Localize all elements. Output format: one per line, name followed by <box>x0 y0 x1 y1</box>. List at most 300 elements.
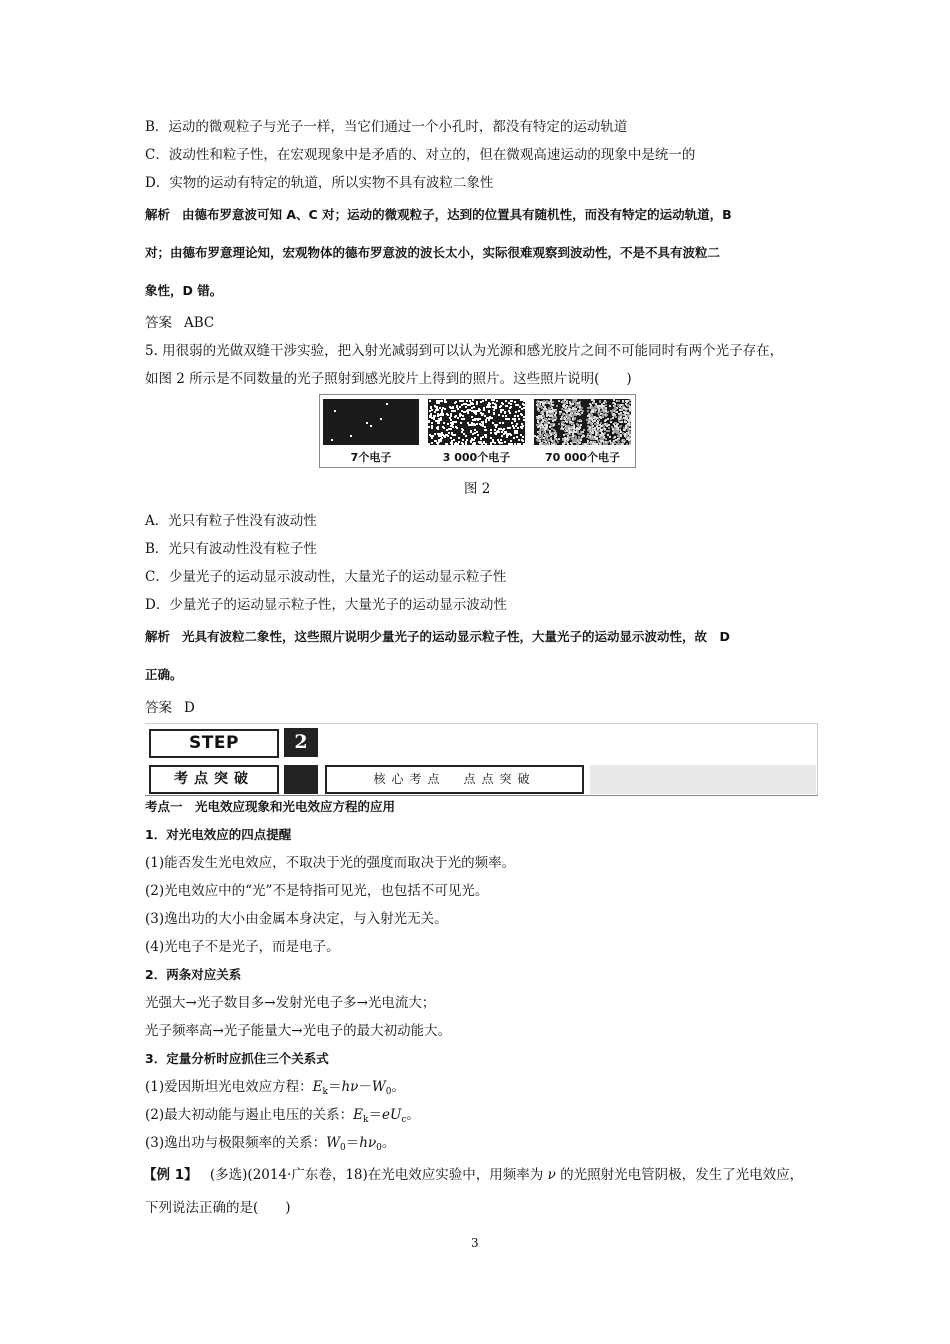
point-3-title: 3．定量分析时应抓住三个关系式 <box>145 1051 329 1066</box>
photo-speckle <box>502 415 504 417</box>
photo-speckle <box>578 410 580 412</box>
photo-speckle <box>518 410 520 412</box>
photo-speckle <box>523 407 525 409</box>
photo-speckle <box>479 442 481 444</box>
photo-panel-7 <box>323 399 419 445</box>
photo-speckle <box>514 415 516 417</box>
photo-speckle <box>514 420 516 422</box>
photo-speckle <box>448 428 450 430</box>
photo-speckle <box>556 405 558 407</box>
q5-analysis-line-1: 解析 光具有波粒二象性，这些照片说明少量光子的运动显示粒子性，大量光子的运动显示波动性，故 D <box>145 629 730 644</box>
photo-speckle <box>544 424 546 426</box>
photo-speckle <box>464 411 466 413</box>
photo-speckle <box>510 440 512 442</box>
photo-speckle <box>598 414 600 416</box>
photo-speckle <box>565 414 567 416</box>
photo-speckle <box>429 400 431 402</box>
photo-speckle <box>618 418 620 420</box>
photo-speckle <box>437 422 439 424</box>
photo-speckle <box>451 441 453 443</box>
photo-speckle <box>434 440 436 442</box>
photo-speckle <box>542 404 544 406</box>
photo-speckle <box>574 406 576 408</box>
photo-speckle <box>582 431 584 433</box>
photo-speckle <box>331 439 333 441</box>
photo-speckle <box>447 414 449 416</box>
photo-speckle <box>501 435 503 437</box>
photo-speckle <box>541 435 543 437</box>
photo-speckle <box>577 406 579 408</box>
photo-speckle <box>515 411 517 413</box>
photo-speckle <box>562 400 564 402</box>
photo-speckle <box>480 438 482 440</box>
photo-speckle <box>500 439 502 441</box>
photo-speckle <box>505 400 507 402</box>
photo-speckle <box>579 419 581 421</box>
photo-speckle <box>473 439 475 441</box>
equation-1: (1)爱因斯坦光电效应方程：$E_k=h\nu-W_0$。 <box>145 1079 405 1097</box>
photo-speckle <box>561 425 563 427</box>
photo-speckle <box>625 410 627 412</box>
photo-speckle <box>611 412 613 414</box>
photo-speckle <box>434 405 436 407</box>
photo-speckle <box>492 402 494 404</box>
photo-speckle <box>474 443 476 445</box>
photo-speckle <box>537 426 539 428</box>
photo-speckle <box>450 419 452 421</box>
photo-speckle <box>437 428 439 430</box>
photo-speckle <box>514 443 516 445</box>
section-title-box: 考点突破 <box>149 765 279 794</box>
photo-speckle <box>625 400 627 402</box>
photo-speckle <box>477 434 479 436</box>
photo-speckle <box>620 416 622 418</box>
photo-speckle <box>457 408 459 410</box>
photo-speckle <box>505 415 507 417</box>
photo-speckle <box>542 429 544 431</box>
photo-speckle <box>561 427 563 429</box>
photo-speckle <box>441 411 443 413</box>
photo-speckle <box>520 426 522 428</box>
section-subtitle-box: 核心考点 点点突破 <box>325 765 584 794</box>
photo-speckle <box>605 410 607 412</box>
q5-option-d: D．少量光子的运动显示粒子性，大量光子的运动显示波动性 <box>145 597 507 613</box>
photo-speckle <box>555 435 557 437</box>
photo-speckle <box>615 408 617 410</box>
photo-speckle <box>500 411 502 413</box>
photo-speckle <box>516 436 518 438</box>
photo-speckle <box>616 411 618 413</box>
photo-speckle <box>494 442 496 444</box>
photo-speckle <box>480 424 482 426</box>
photo-speckle <box>538 432 540 434</box>
q5-answer-label: 答案 <box>145 700 172 716</box>
photo-speckle <box>555 410 557 412</box>
photo-speckle <box>428 420 430 422</box>
photo-speckle <box>469 409 471 411</box>
photo-speckle <box>453 439 455 441</box>
q5-answer: 答案 D <box>145 700 195 716</box>
photo-speckle <box>614 405 616 407</box>
photo-speckle <box>574 438 576 440</box>
photo-speckle <box>485 421 487 423</box>
point-1-item-4: (4)光电子不是光子，而是电子。 <box>145 939 340 955</box>
photo-speckle <box>523 443 525 445</box>
photo-speckle <box>580 424 582 426</box>
photo-speckle <box>606 414 608 416</box>
photo-speckle <box>618 432 620 434</box>
photo-speckle <box>572 433 574 435</box>
photo-speckle <box>627 412 629 414</box>
photo-speckle <box>431 422 433 424</box>
photo-speckle <box>600 429 602 431</box>
photo-speckle <box>537 440 539 442</box>
photo-speckle <box>473 406 475 408</box>
photo-speckle <box>594 436 596 438</box>
photo-speckle <box>446 443 448 445</box>
step-number: 2 <box>284 728 318 757</box>
point-1-title: 1．对光电效应的四点提醒 <box>145 827 292 842</box>
photo-speckle <box>542 432 544 434</box>
photo-speckle <box>538 410 540 412</box>
photo-speckle <box>386 403 388 405</box>
photo-speckle <box>370 425 372 427</box>
photo-speckle <box>472 399 474 401</box>
photo-speckle <box>562 414 564 416</box>
photo-speckle <box>589 427 591 429</box>
q4-analysis-line-1: 解析 由德布罗意波可知 A、C 对；运动的微观粒子，达到的位置具有随机性，而没有特定的运动轨道，B <box>145 207 732 222</box>
photo-speckle <box>467 411 469 413</box>
photo-speckle <box>599 443 601 445</box>
photo-speckle <box>620 421 622 423</box>
photo-speckle <box>553 424 555 426</box>
photo-speckle <box>609 436 611 438</box>
photo-speckle <box>521 439 523 441</box>
photo-speckle <box>546 433 548 435</box>
photo-speckle <box>573 426 575 428</box>
photo-speckle <box>568 410 570 412</box>
point-2-item-2: 光子频率高→光子能量大→光电子的最大初动能大。 <box>145 1023 452 1039</box>
photo-speckle <box>438 441 440 443</box>
photo-speckle <box>550 405 552 407</box>
photo-speckle <box>431 417 433 419</box>
photo-speckle <box>458 437 460 439</box>
photo-speckle <box>607 418 609 420</box>
photo-speckle <box>454 434 456 436</box>
photo-speckle <box>555 443 557 445</box>
figure-title: 图 2 <box>464 481 491 497</box>
photo-speckle <box>503 428 505 430</box>
photo-speckle <box>537 420 539 422</box>
photo-speckle <box>558 400 560 402</box>
photo-speckle <box>598 430 600 432</box>
photo-speckle <box>581 407 583 409</box>
photo-speckle <box>480 401 482 403</box>
photo-speckle <box>596 417 598 419</box>
photo-speckle <box>481 421 483 423</box>
photo-speckle <box>617 400 619 402</box>
photo-speckle <box>545 436 547 438</box>
photo-speckle <box>452 406 454 408</box>
photo-speckle <box>605 401 607 403</box>
photo-speckle <box>444 399 446 401</box>
photo-speckle <box>366 422 368 424</box>
photo-speckle <box>612 443 614 445</box>
photo-speckle <box>554 419 556 421</box>
photo-speckle <box>495 407 497 409</box>
photo-speckle <box>538 423 540 425</box>
equation-3: (3)逸出功与极限频率的关系：$W_0=h\nu_0$。 <box>145 1135 396 1153</box>
photo-speckle <box>622 405 624 407</box>
section-heading: 考点一 光电效应现象和光电效应方程的应用 <box>145 799 396 814</box>
photo-speckle <box>484 434 486 436</box>
photo-speckle <box>629 436 631 438</box>
photo-speckle <box>564 439 566 441</box>
photo-speckle <box>461 431 463 433</box>
photo-speckle <box>511 422 513 424</box>
photo-speckle <box>485 399 487 401</box>
photo-speckle <box>431 427 433 429</box>
photo-speckle <box>618 405 620 407</box>
photo-speckle <box>629 432 631 434</box>
photo-speckle <box>598 408 600 410</box>
photo-speckle <box>567 439 569 441</box>
photo-speckle <box>567 443 569 445</box>
photo-speckle <box>594 420 596 422</box>
photo-speckle <box>594 429 596 431</box>
photo-speckle <box>488 411 490 413</box>
photo-speckle <box>493 409 495 411</box>
photo-speckle <box>626 443 628 445</box>
photo-speckle <box>437 414 439 416</box>
photo-speckle <box>571 438 573 440</box>
photo-speckle <box>442 413 444 415</box>
photo-speckle <box>599 435 601 437</box>
photo-speckle <box>627 408 629 410</box>
photo-speckle <box>452 426 454 428</box>
photo-speckle <box>628 439 630 441</box>
photo-speckle <box>585 443 587 445</box>
photo-speckle <box>474 432 476 434</box>
photo-speckle <box>462 443 464 445</box>
photo-speckle <box>575 440 577 442</box>
photo-speckle <box>463 418 465 420</box>
photo-speckle <box>599 411 601 413</box>
photo-speckle <box>456 427 458 429</box>
photo-speckle <box>568 408 570 410</box>
photo-speckle <box>497 430 499 432</box>
photo-speckle <box>570 429 572 431</box>
point-1-item-3: (3)逸出功的大小由金属本身决定，与入射光无关。 <box>145 911 448 927</box>
photo-speckle <box>474 424 476 426</box>
q5-option-a: A．光只有粒子性没有波动性 <box>145 513 317 529</box>
photo-speckle <box>508 418 510 420</box>
q5-stem-line-1: 5. 用很弱的光做双缝干涉实验，把入射光减弱到可以认为光源和感光胶片之间不可能同时有两个光子存在， <box>145 343 784 359</box>
photo-speckle <box>594 411 596 413</box>
photo-speckle <box>446 429 448 431</box>
photo-speckle <box>552 401 554 403</box>
photo-speckle <box>450 422 452 424</box>
photo-speckle <box>523 419 525 421</box>
photo-speckle <box>484 415 486 417</box>
photo-speckle <box>587 410 589 412</box>
photo-speckle <box>490 442 492 444</box>
photo-speckle <box>534 435 536 437</box>
photo-speckle <box>546 412 548 414</box>
photo-speckle <box>561 421 563 423</box>
photo-speckle <box>621 443 623 445</box>
photo-speckle <box>509 427 511 429</box>
photo-speckle <box>540 415 542 417</box>
photo-speckle <box>501 431 503 433</box>
q5-stem-line-2: 如图 2 所示是不同数量的光子照射到感光胶片上得到的照片。这些照片说明( ) <box>145 371 632 387</box>
photo-speckle <box>496 424 498 426</box>
photo-speckle <box>576 423 578 425</box>
photo-speckle <box>605 438 607 440</box>
photo-speckle <box>606 425 608 427</box>
photo-speckle <box>468 424 470 426</box>
photo-speckle <box>455 401 457 403</box>
photo-speckle <box>569 414 571 416</box>
photo-speckle <box>435 420 437 422</box>
photo-speckle <box>587 415 589 417</box>
photo-speckle <box>579 427 581 429</box>
photo-speckle <box>569 418 571 420</box>
photo-speckle <box>575 402 577 404</box>
photo-speckle <box>572 435 574 437</box>
photo-speckle <box>628 423 630 425</box>
photo-speckle <box>613 399 615 401</box>
photo-speckle <box>629 428 631 430</box>
photo-speckle <box>582 435 584 437</box>
photo-speckle <box>509 407 511 409</box>
photo-speckle <box>504 412 506 414</box>
photo-speckle <box>615 416 617 418</box>
photo-speckle <box>574 435 576 437</box>
photo-speckle <box>474 437 476 439</box>
point-2-title: 2．两条对应关系 <box>145 967 242 982</box>
figure-caption-7: 7个电子 <box>350 451 392 464</box>
q5-option-c: C．少量光子的运动显示波动性，大量光子的运动显示粒子性 <box>145 569 507 585</box>
photo-speckle <box>506 433 508 435</box>
photo-speckle <box>569 405 571 407</box>
photo-speckle <box>452 434 454 436</box>
photo-speckle <box>451 410 453 412</box>
photo-speckle <box>602 415 604 417</box>
photo-speckle <box>629 409 631 411</box>
photo-speckle <box>517 415 519 417</box>
photo-speckle <box>591 432 593 434</box>
q4-analysis-line-2: 对；由德布罗意理论知，宏观物体的德布罗意波的波长太小，实际很难观察到波动性，不是不具有波粒二 <box>145 245 721 260</box>
photo-speckle <box>591 406 593 408</box>
photo-speckle <box>520 434 522 436</box>
photo-speckle <box>593 402 595 404</box>
photo-speckle <box>573 430 575 432</box>
photo-speckle <box>552 413 554 415</box>
photo-speckle <box>605 441 607 443</box>
photo-speckle <box>612 417 614 419</box>
photo-speckle <box>543 443 545 445</box>
photo-speckle <box>608 424 610 426</box>
photo-speckle <box>570 442 572 444</box>
photo-speckle <box>599 400 601 402</box>
photo-speckle <box>466 439 468 441</box>
photo-speckle <box>517 427 519 429</box>
photo-speckle <box>443 422 445 424</box>
photo-speckle <box>469 400 471 402</box>
photo-speckle <box>616 425 618 427</box>
photo-speckle <box>499 422 501 424</box>
photo-speckle <box>519 443 521 445</box>
photo-speckle <box>495 426 497 428</box>
photo-speckle <box>496 400 498 402</box>
q4-answer: 答案 ABC <box>145 315 215 331</box>
photo-speckle <box>498 441 500 443</box>
photo-speckle <box>624 433 626 435</box>
photo-speckle <box>449 406 451 408</box>
photo-speckle <box>455 421 457 423</box>
photo-speckle <box>445 434 447 436</box>
photo-speckle <box>523 400 525 402</box>
photo-speckle <box>619 409 621 411</box>
step-banner <box>145 723 818 796</box>
photo-speckle <box>519 406 521 408</box>
photo-speckle <box>554 430 556 432</box>
photo-speckle <box>428 426 430 428</box>
photo-speckle <box>474 412 476 414</box>
q4-analysis-label: 解析 <box>145 207 171 222</box>
photo-speckle <box>520 413 522 415</box>
photo-speckle <box>439 407 441 409</box>
photo-speckle <box>462 429 464 431</box>
photo-speckle <box>572 401 574 403</box>
photo-speckle <box>465 406 467 408</box>
photo-speckle <box>465 435 467 437</box>
photo-speckle <box>579 442 581 444</box>
photo-speckle <box>458 441 460 443</box>
banner-black-square <box>284 765 318 794</box>
photo-speckle <box>500 409 502 411</box>
photo-speckle <box>614 431 616 433</box>
photo-speckle <box>509 412 511 414</box>
photo-speckle <box>593 438 595 440</box>
photo-speckle <box>628 421 630 423</box>
photo-speckle <box>518 418 520 420</box>
photo-speckle <box>470 431 472 433</box>
photo-speckle <box>473 410 475 412</box>
photo-speckle <box>350 435 352 437</box>
photo-speckle <box>587 429 589 431</box>
photo-speckle <box>431 442 433 444</box>
point-1-item-1: (1)能否发生光电效应，不取决于光的强度而取决于光的频率。 <box>145 855 516 871</box>
q5-analysis-line-2: 正确。 <box>145 667 183 682</box>
photo-speckle <box>572 416 574 418</box>
photo-speckle <box>488 406 490 408</box>
photo-speckle <box>562 418 564 420</box>
photo-speckle <box>580 433 582 435</box>
photo-speckle <box>611 426 613 428</box>
photo-speckle <box>545 421 547 423</box>
photo-speckle <box>546 402 548 404</box>
photo-speckle <box>516 432 518 434</box>
photo-speckle <box>629 442 631 444</box>
banner-grey-bar <box>590 765 816 794</box>
photo-speckle <box>521 423 523 425</box>
photo-speckle <box>493 413 495 415</box>
photo-speckle <box>615 422 617 424</box>
photo-speckle <box>514 401 516 403</box>
photo-speckle <box>506 405 508 407</box>
